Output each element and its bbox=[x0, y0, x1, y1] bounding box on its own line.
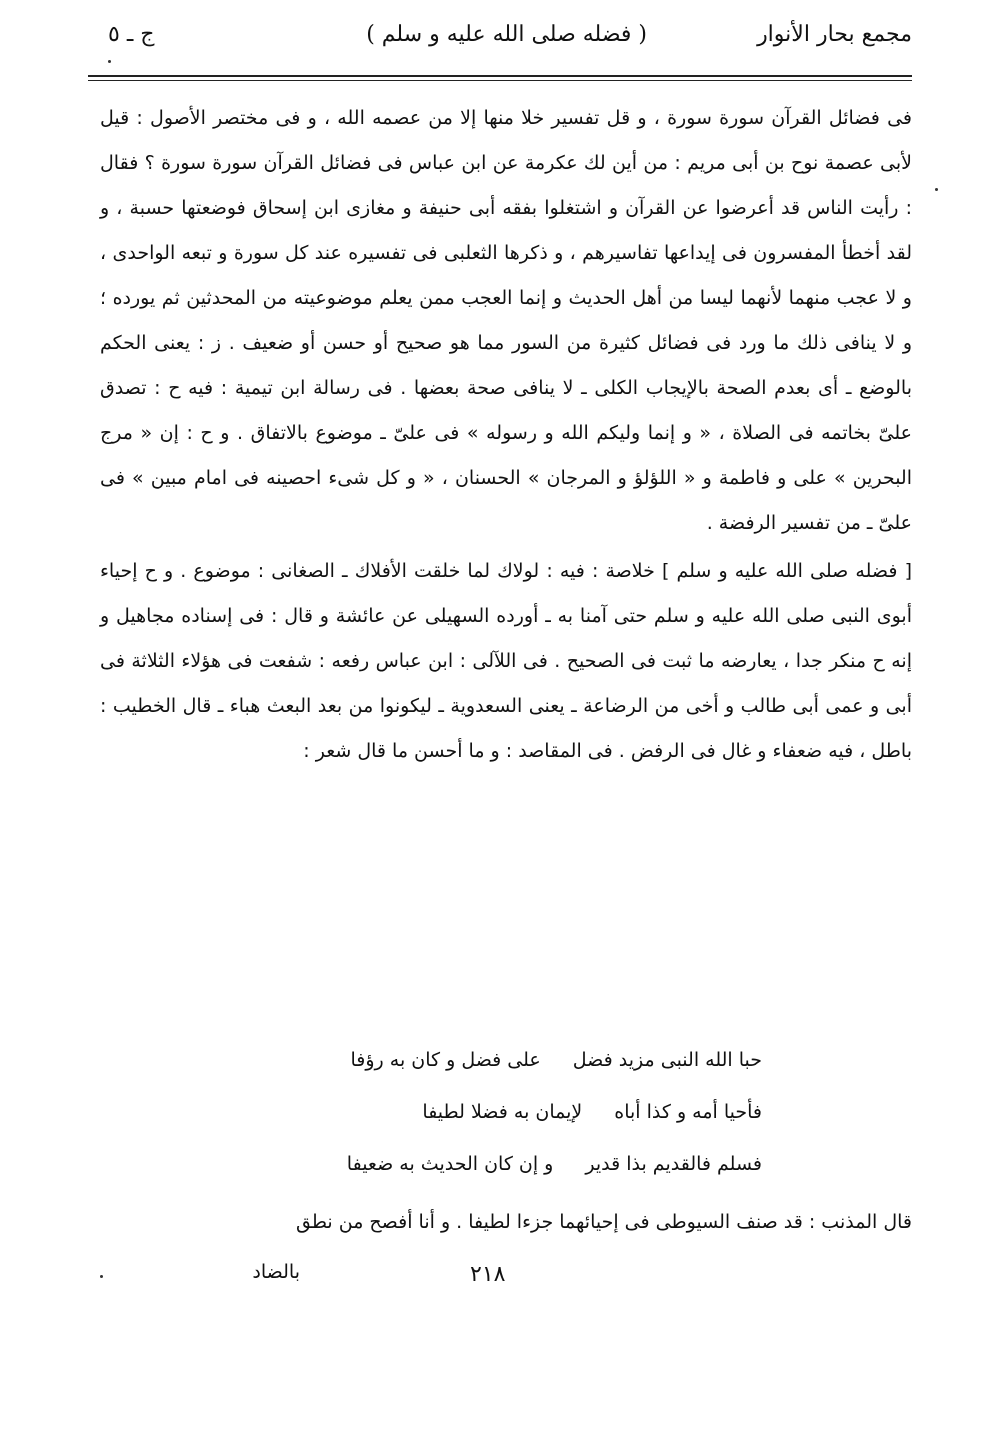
scan-speck bbox=[100, 1275, 103, 1278]
poem-verse-3 bbox=[202, 1138, 762, 1190]
page-number: ٢١٨ bbox=[470, 1262, 506, 1287]
paragraph-1: فى فضائل القرآن سورة سورة ، و قل تفسير خلا منها إلا من عصمه الله ، و فى مختصر الأصول : قيل لأبى عصمة نوح بن أبى مريم : من أين لك عكرمة عن ابن عباس فى فضائل القرآن سورة سورة ؟ فقال : رأيت الناس قد أعرضوا عن القرآن و اشتغلوا بفقه أبى حنيفة و مغازى ابن إسحاق فوضعتها حسبة ، و لقد أخطأ المفسرون فى إيداعها تفاسيرهم ، و ذكرها الثعلبى فى تفسيره عند كل سورة و تبعه الواحدى ، و لا عجب منهما لأنهما ليسا من أهل الحديث و إنما العجب ممن يعلم موضوعيته من المحدثين ثم يورده ؛ و لا ينافى ذلك ما ورد فى فضائل كثيرة من السور مما هو صحيح أو حسن أو ضعيف . ز : يعنى الحكم بالوضع ـ أى بعدم الصحة بالإيجاب الكلى ـ لا ينافى صحة بعضها . فى رسالة ابن تيمية : فيه ح : تصدق علىّ بخاتمه فى الصلاة ، « و إنما وليكم الله و رسوله » فى علىّ ـ موضوع بالاتفاق . و ح : إن « مرج البحرين » على و فاطمة و « اللؤلؤ و المرجان » الحسنان ، « و كل شىء احصينه فى امام مبين » فى علىّ ـ من تفسير الرفضة . bbox=[100, 107, 912, 534]
scan-speck bbox=[935, 188, 938, 191]
main-text bbox=[100, 96, 912, 774]
section-title: ( فضله صلى الله عليه و سلم ) bbox=[366, 22, 647, 47]
closing-line-end: بالضاد bbox=[252, 1261, 300, 1283]
verse-1-first-hemistich: حبا الله النبى مزيد فضل bbox=[572, 1049, 762, 1071]
verse-3-first-hemistich: فسلم فالقديم بذا قدير bbox=[585, 1153, 762, 1175]
header-rule-bottom bbox=[88, 80, 912, 81]
paragraph-2: [ فضله صلى الله عليه و سلم ] خلاصة : فيه : لولاك لما خلقت الأفلاك ـ الصغانى : موضوع . و ح إحياء أبوى النبى صلى الله عليه و سلم حتى آمنا به ـ أورده السهيلى عن عائشة و قال : فى إسناده مجاهيل و إنه ح منكر جدا ، يعارضه ما ثبت فى الصحيح . فى اللآلى : ابن عباس رفعه : شفعت فى هؤلاء الثلاثة فى أبى و عمى أبى طالب و أخى من الرضاعة ـ يعنى السعدوية ـ ليكونوا من بعد البعث هباء ـ قال الخطيب : باطل ، فيه ضعفاء و غال فى الرفض . فى المقاصد : و ما أحسن ما قال شعر : bbox=[100, 560, 912, 762]
volume-label: ج ـ ٥ bbox=[108, 22, 155, 47]
closing-line: قال المذنب : قد صنف السيوطى فى إحيائهما جزءا لطيفا . و أنا أفصح من نطق bbox=[295, 1211, 912, 1233]
book-title: مجمع بحار الأنوار bbox=[757, 22, 912, 47]
scan-speck bbox=[108, 60, 111, 63]
poem-verse-1 bbox=[202, 1034, 762, 1086]
poem-verse-2 bbox=[202, 1086, 762, 1138]
verse-1-second-hemistich: على فضل و كان به رؤفا bbox=[350, 1049, 541, 1071]
verse-2-second-hemistich: لإيمان به فضلا لطيفا bbox=[422, 1101, 583, 1123]
header-rule-top bbox=[88, 75, 912, 77]
poem bbox=[202, 1034, 762, 1190]
verse-3-second-hemistich: و إن كان الحديث به ضعيفا bbox=[346, 1153, 554, 1175]
verse-2-first-hemistich: فأحيا أمه و كذا أباه bbox=[614, 1101, 762, 1123]
